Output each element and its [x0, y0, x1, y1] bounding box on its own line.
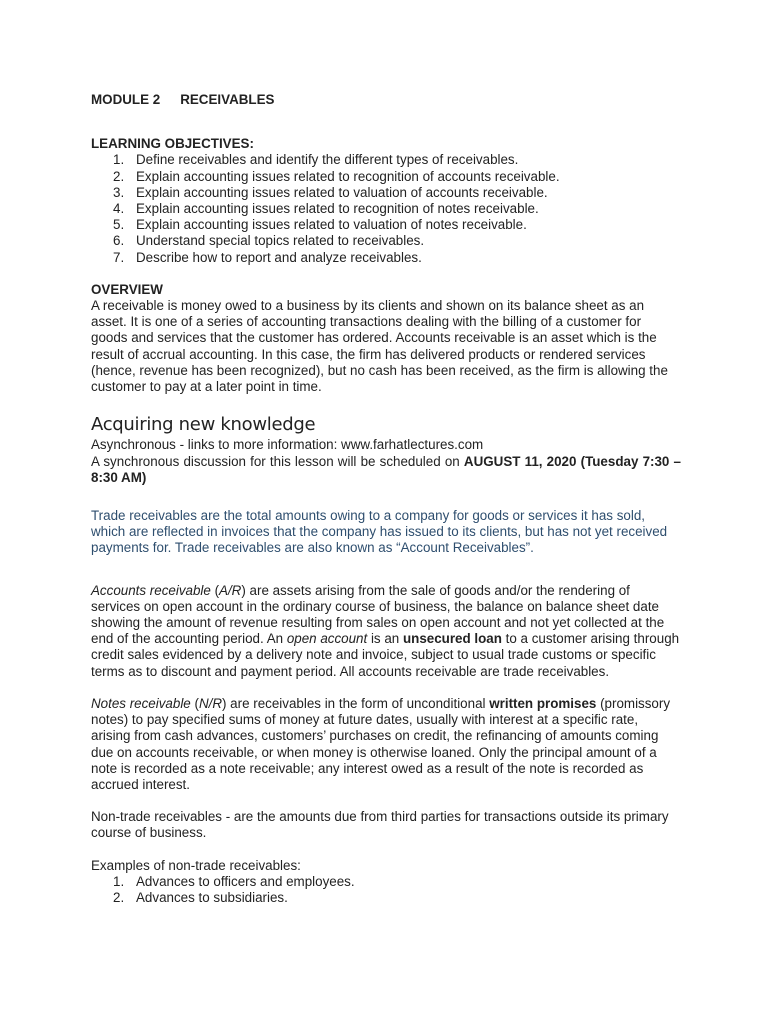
examples-heading: Examples of non-trade receivables: [91, 857, 301, 873]
list-item [91, 201, 681, 217]
non-trade-paragraph: Non-trade receivables - are the amounts due from third parties for transactions outside its primary course of business. [91, 809, 669, 841]
list-number: 1. [113, 873, 125, 889]
acquiring-heading: Acquiring new knowledge [91, 414, 316, 436]
ar-text-3: to a customer arising through credit sales evidenced by a delivery note and invoice, subject to usual trade customs or specific terms as to discount and payment period. All accounts receivable are trade receivables. [91, 631, 680, 679]
list-item [91, 874, 681, 890]
list-text: Explain accounting issues related to valuation of accounts receivable. [136, 184, 548, 200]
list-item [91, 217, 681, 233]
list-item [91, 250, 681, 266]
list-number: 2. [113, 168, 125, 184]
list-number: 2. [113, 889, 125, 905]
list-number: 3. [113, 184, 125, 200]
sync-date: AUGUST 11, 2020 (Tuesday 7:30 – 8:30 AM) [91, 453, 681, 485]
ar-unsecured-loan: unsecured loan [402, 631, 502, 647]
sync-prefix: A synchronous discussion for this lesson will be scheduled on [91, 453, 464, 469]
ar-abbr-open: ( [210, 582, 220, 598]
overview-heading: OVERVIEW [91, 281, 163, 297]
list-text: Advances to subsidiaries. [136, 889, 288, 905]
ar-open-account: open account [286, 631, 368, 647]
list-text: Advances to officers and employees. [136, 873, 355, 889]
list-item [91, 233, 681, 249]
module-title [91, 92, 681, 108]
list-number: 7. [113, 249, 125, 265]
list-text: Understand special topics related to receivables. [136, 233, 425, 249]
nr-abbr-open: ( [190, 695, 199, 711]
module-number: MODULE 2 [91, 92, 161, 107]
list-item [91, 169, 681, 185]
overview-text: A receivable is money owed to a business by its clients and shown on its balance sheet as an asset. It is one of a series of accounting transactions dealing with the billing of a customer for goods and services that the customer has ordered. Accounts receivable is an asset which is the result of accrual accounting. In this case, the firm has delivered products or rendered services (hence, revenue has been recognized), but no cash has been received, as the firm is allowing the customer to pay at a later point in time. [91, 298, 668, 395]
nr-written-promises: written promises [489, 695, 597, 711]
list-number: 5. [113, 217, 125, 233]
list-item [91, 152, 681, 168]
learning-objectives-heading: LEARNING OBJECTIVES: [91, 136, 254, 152]
nr-abbr: N/R [198, 695, 222, 711]
learning-objectives-list [91, 152, 681, 265]
list-text: Describe how to report and analyze receivables. [136, 249, 422, 265]
list-text: Explain accounting issues related to recognition of notes receivable. [136, 201, 539, 217]
ar-abbr: A/R [219, 582, 242, 598]
examples-list [91, 874, 681, 906]
list-number: 1. [113, 152, 125, 168]
sync-line [91, 454, 681, 486]
accounts-receivable-paragraph [91, 583, 681, 680]
nr-term: Notes receivable [91, 695, 191, 711]
nr-text-2: (promissory notes) to pay specified sums of money at future dates, usually with interest at a specific rate, arising from cash advances, customers’ purchases on credit, the refinancing of amounts coming due on accounts receivable, or when money is otherwise loaned. Only the principal amount of a note is recorded as a note receivable; any interest owed as a result of the note is recorded as accrued interest. [91, 695, 671, 792]
ar-text-2: is an [367, 631, 403, 647]
list-number: 4. [113, 201, 125, 217]
list-text: Explain accounting issues related to recognition of accounts receivable. [136, 168, 560, 184]
module-name: RECEIVABLES [180, 92, 275, 107]
nr-text-1: ) are receivables in the form of unconditional [222, 695, 490, 711]
list-number: 6. [113, 233, 125, 249]
ar-text-1: ) are assets arising from the sale of goods and/or the rendering of services on open account in the ordinary course of business, the balance on balance sheet date showing the amount of revenue resulting from sales on open account and not yet collected at the end of the accounting period. An [91, 582, 665, 647]
list-text: Define receivables and identify the different types of receivables. [136, 152, 519, 168]
document-page [91, 92, 681, 906]
list-item [91, 890, 681, 906]
async-line: Asynchronous - links to more information: www.farhatlectures.com [91, 437, 484, 453]
trade-receivables-paragraph: Trade receivables are the total amounts owing to a company for goods or services it has sold, which are reflected in invoices that the company has issued to its clients, but has not yet received payments for. Trade receivables are also known as “Account Receivables”. [91, 508, 668, 556]
notes-receivable-paragraph [91, 696, 681, 793]
list-text: Explain accounting issues related to valuation of notes receivable. [136, 217, 527, 233]
list-item [91, 185, 681, 201]
ar-term: Accounts receivable [91, 582, 211, 598]
